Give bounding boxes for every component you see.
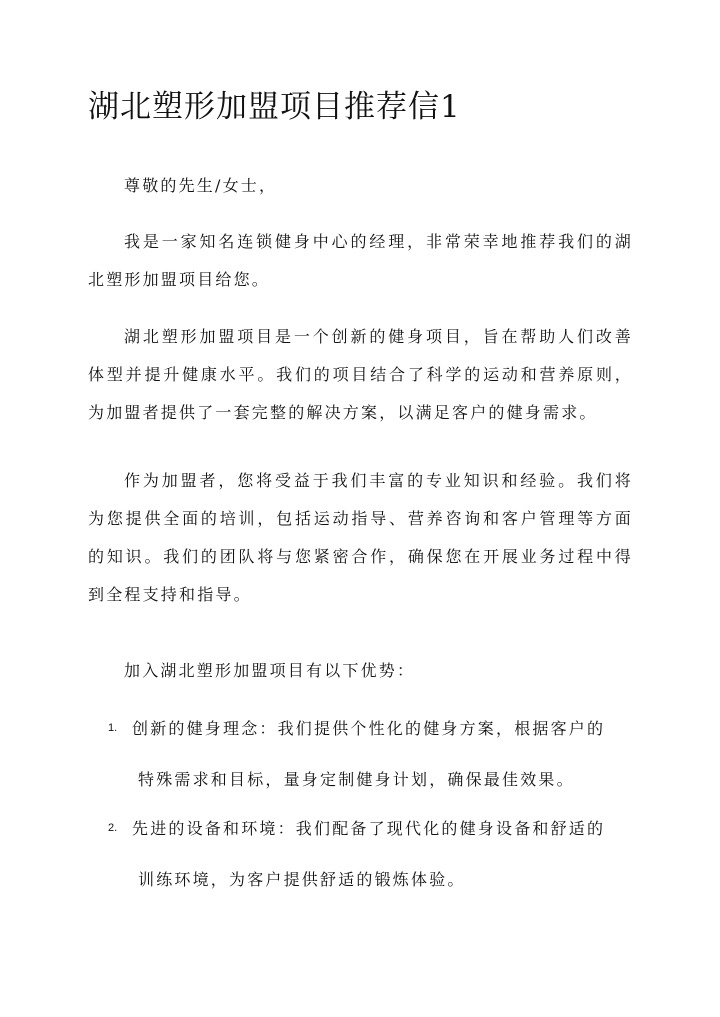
list-item-text	[108, 703, 628, 805]
paragraph-franchise-benefits: 作为加盟者，您将受益于我们丰富的专业知识和经验。我们将为您提供全面的培训，包括运动指导、营养咨询和客户管理等方面的知识。我们的团队将与您紧密合作，确保您在开展业务过程中得到全程支持和指导。	[88, 471, 633, 604]
list-item-line: 训练环境，为客户提供舒适的锻炼体验。	[138, 870, 466, 889]
list-item-line: 先进的设备和环境：我们配备了现代化的健身设备和舒适的	[132, 819, 606, 838]
list-item-number: 2.	[108, 822, 118, 834]
salutation: 尊敬的先生/女士，	[124, 176, 278, 195]
paragraph-advantages-intro: 加入湖北塑形加盟项目有以下优势：	[124, 661, 416, 680]
list-item	[108, 703, 628, 805]
list-item	[108, 803, 628, 905]
list-item-line: 创新的健身理念：我们提供个性化的健身方案，根据客户的	[132, 719, 606, 738]
paragraph-project-description: 湖北塑形加盟项目是一个创新的健身项目，旨在帮助人们改善体型并提升健康水平。我们的项目结合了科学的运动和营养原则，为加盟者提供了一套完整的解决方案，以满足客户的健身需求。	[88, 327, 633, 422]
list-item-text	[108, 803, 628, 905]
paragraph-intro: 我是一家知名连锁健身中心的经理，非常荣幸地推荐我们的湖北塑形加盟项目给您。	[88, 232, 633, 289]
list-item-number: 1.	[108, 722, 118, 734]
document-title: 湖北塑形加盟项目推荐信1	[88, 89, 461, 125]
list-item-line: 特殊需求和目标，量身定制健身计划，确保最佳效果。	[138, 770, 575, 789]
